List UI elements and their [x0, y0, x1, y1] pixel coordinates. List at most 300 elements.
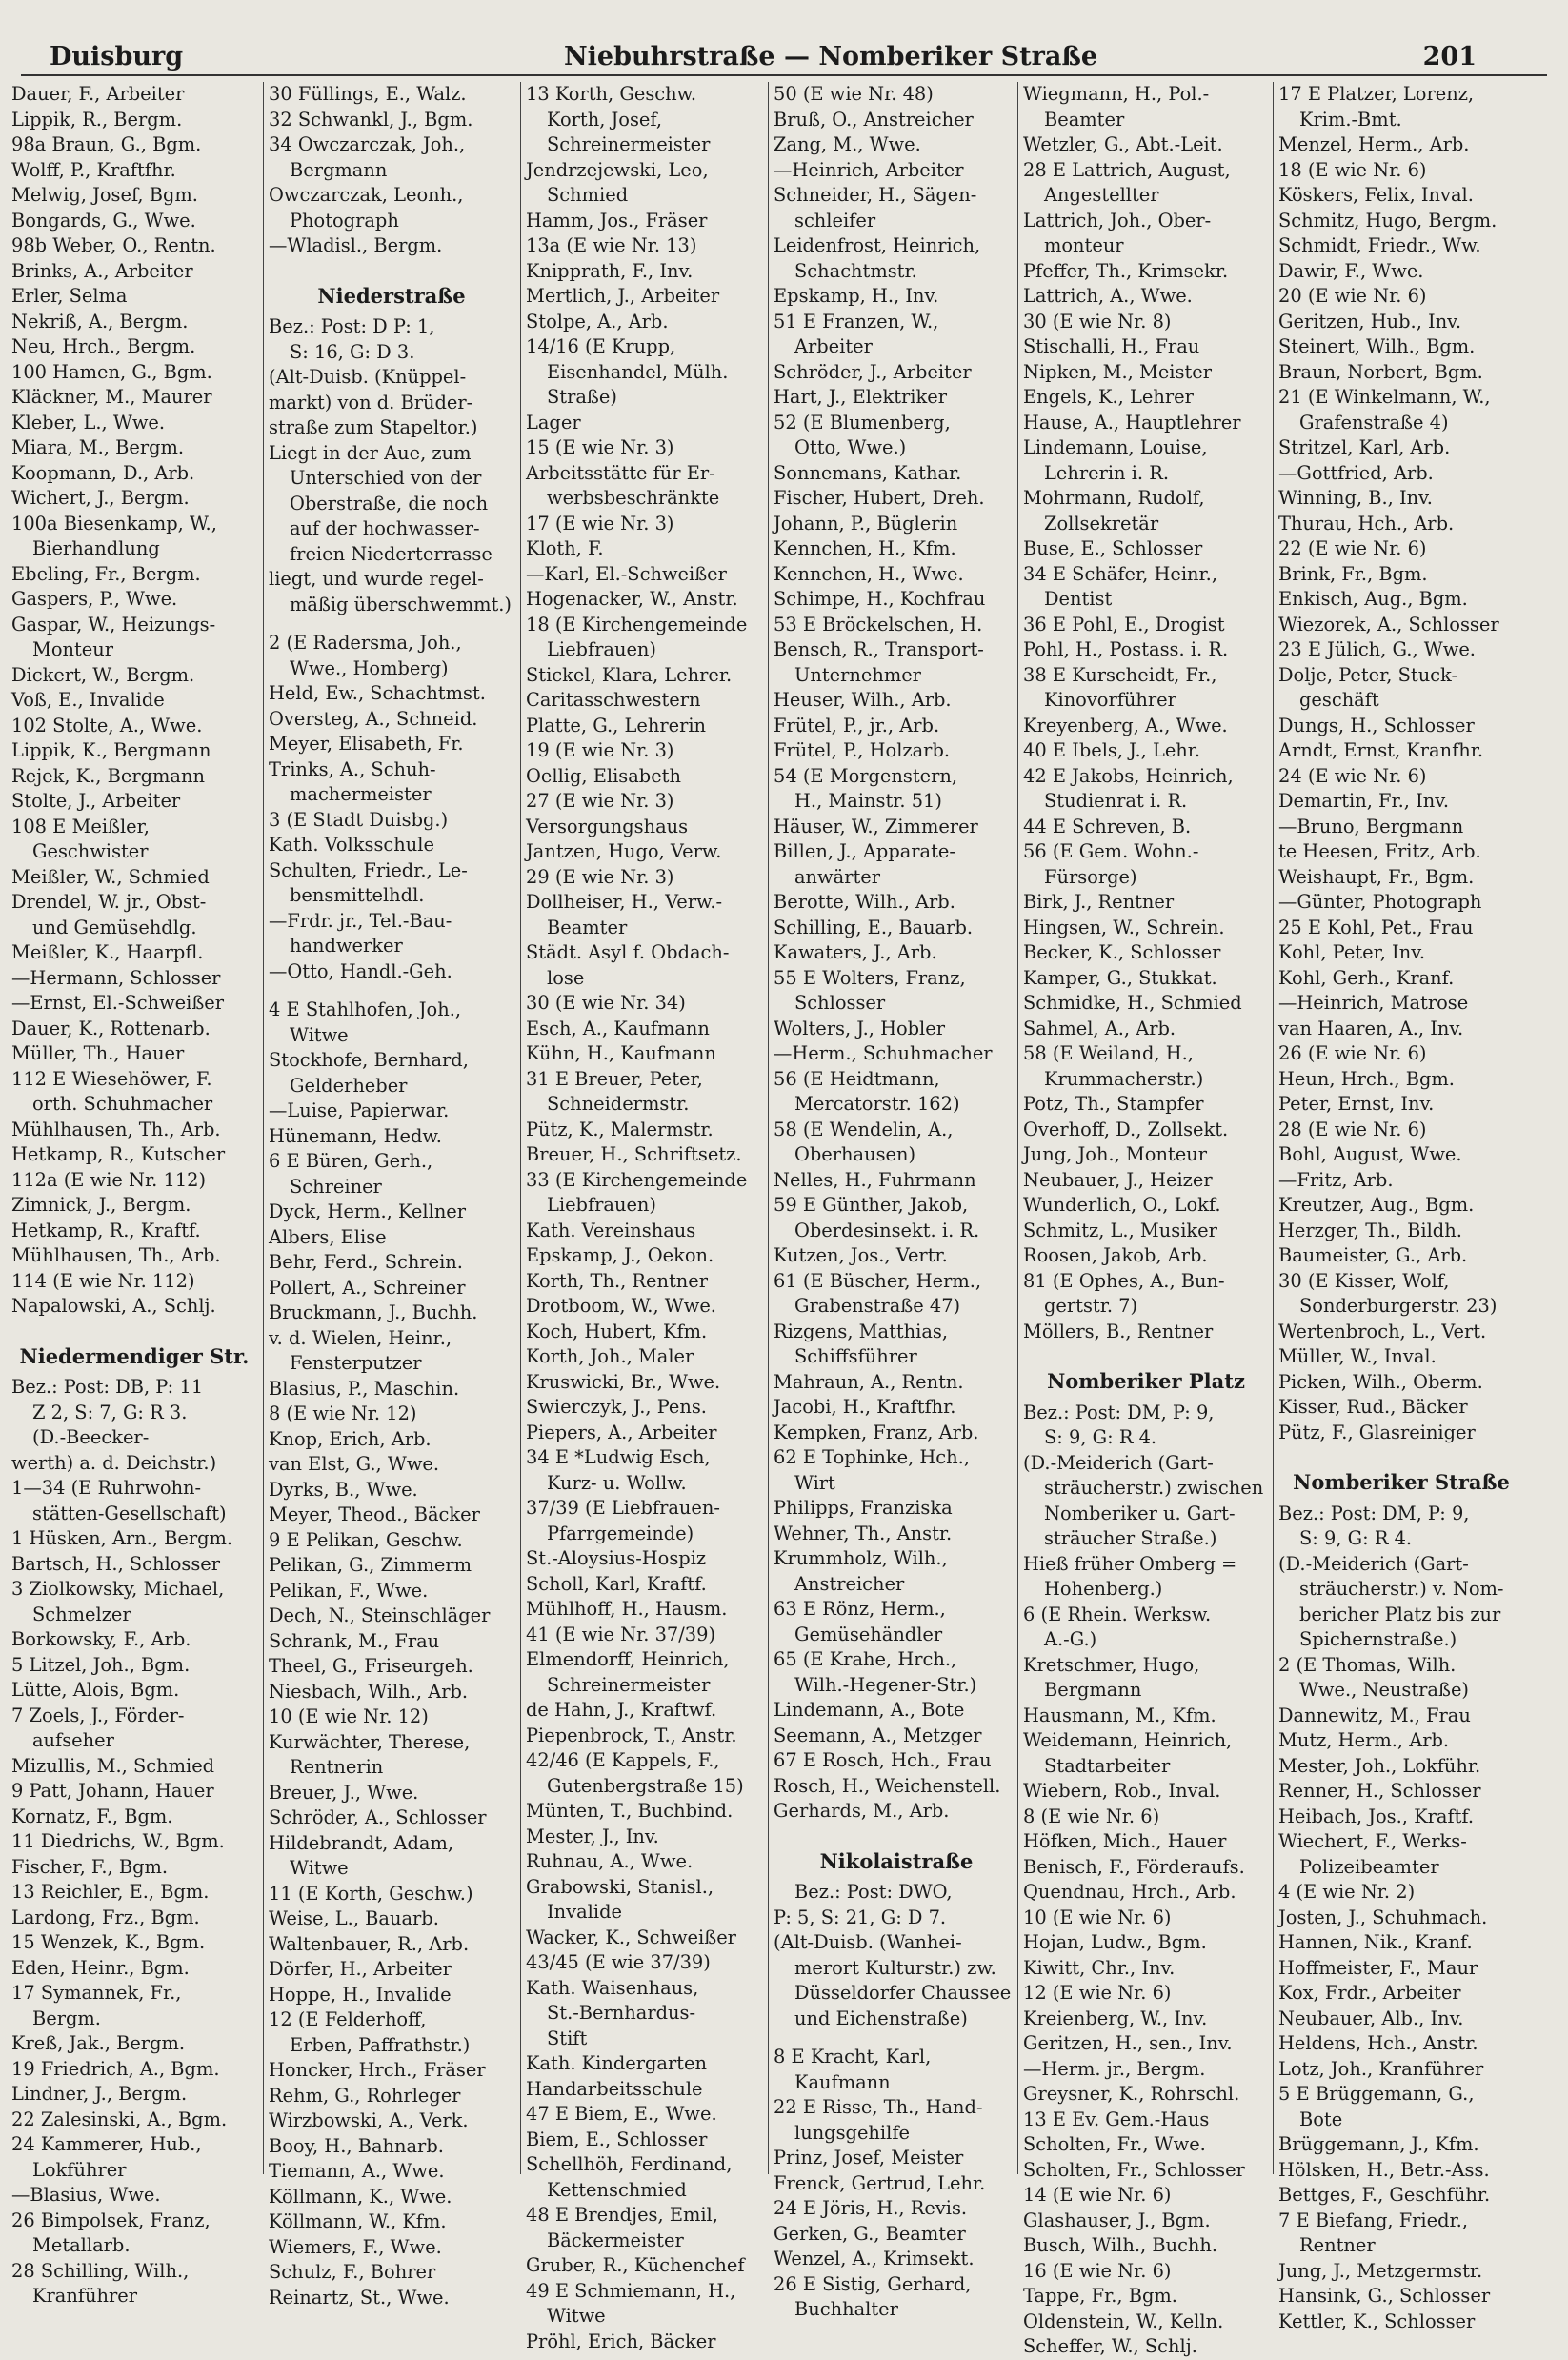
page-number: 201: [1422, 42, 1477, 71]
directory-entry: Neubauer, J., Heizer: [1023, 1168, 1213, 1191]
directory-entry: 98a Braun, G., Bgm.: [11, 133, 202, 155]
directory-entry: Schrank, M., Frau: [269, 1629, 440, 1652]
directory-entry: 9 E Pelikan, Geschw.: [269, 1528, 463, 1551]
directory-entry: —Blasius, Wwe.: [11, 2184, 161, 2206]
directory-entry: Fürsorge): [1044, 865, 1137, 888]
directory-entry: Prinz, Josef, Meister: [774, 2147, 964, 2168]
directory-entry: 5 Litzel, Joh., Bgm.: [11, 1653, 191, 1676]
directory-entry: Piepers, A., Arbeiter: [526, 1421, 717, 1443]
directory-entry: Steinert, Wilh., Bgm.: [1278, 335, 1476, 357]
directory-entry: Mohrmann, Rudolf,: [1023, 487, 1205, 509]
column-1: [11, 82, 257, 2307]
directory-entry: Z 2, S: 7, G: R 3.: [32, 1401, 188, 1423]
directory-entry: lungsgehilfe: [794, 2121, 910, 2144]
directory-entry: Wiechert, F., Werks-: [1278, 1830, 1467, 1852]
directory-entry: Pohl, H., Postass. i. R.: [1023, 638, 1229, 660]
directory-entry: Theel, G., Friseurgeh.: [269, 1655, 473, 1677]
directory-entry: Breuer, H., Schriftsetz.: [526, 1143, 742, 1165]
directory-entry: Platte, G., Lehrerin: [526, 714, 707, 736]
directory-entry: und Gemüsehdlg.: [32, 916, 197, 938]
directory-entry: Weidemann, Heinrich,: [1023, 1729, 1233, 1751]
directory-entry: Köllmann, K., Wwe.: [269, 2185, 452, 2208]
directory-entry: Münten, T., Buchbind.: [526, 1800, 734, 1822]
directory-entry: Billen, J., Apparate-: [774, 840, 955, 862]
directory-entry: Wenzel, A., Krimsekt.: [774, 2248, 975, 2269]
directory-entry: 13 Reichler, E., Bgm.: [11, 1881, 210, 1903]
directory-entry: Mutz, Herm., Arb.: [1278, 1729, 1450, 1751]
directory-entry: freien Niederterrasse: [290, 542, 493, 565]
directory-entry: Schiffsführer: [794, 1345, 917, 1367]
directory-entry: Hause, A., Hauptlehrer: [1023, 411, 1241, 434]
directory-entry: Bote: [1299, 2108, 1343, 2130]
directory-entry: Kohl, Peter, Inv.: [1278, 941, 1426, 963]
directory-entry: (Alt-Duisb. (Knüppel-: [269, 366, 467, 388]
directory-entry: Kawaters, J., Arb.: [774, 941, 937, 963]
directory-entry: Hieß früher Omberg =: [1023, 1552, 1237, 1575]
spacer: [1023, 1344, 1269, 1358]
directory-entry: 8 (E wie Nr. 6): [1023, 1805, 1160, 1827]
directory-entry: Mühlhausen, Th., Arb.: [11, 1118, 221, 1140]
directory-entry: Scholten, Fr., Schlosser: [1023, 2158, 1245, 2181]
directory-entry: Mertlich, J., Arbeiter: [526, 285, 720, 307]
directory-entry: Baumeister, G., Arb.: [1278, 1244, 1468, 1266]
directory-entry: sträucherstr.) zwischen: [1044, 1477, 1264, 1499]
directory-entry: Metallarb.: [32, 2234, 131, 2256]
directory-entry: Häuser, W., Zimmerer: [774, 815, 978, 837]
directory-entry: Schellhöh, Ferdinand,: [526, 2153, 733, 2175]
directory-entry: Hoppe, H., Invalide: [269, 1983, 452, 2006]
directory-entry: Wiebern, Rob., Inval.: [1023, 1780, 1221, 1802]
directory-entry: Hohenberg.): [1044, 1578, 1163, 1600]
directory-entry: Fischer, Hubert, Dreh.: [774, 487, 985, 509]
directory-entry: geschäft: [1299, 689, 1379, 711]
directory-entry: te Heesen, Fritz, Arb.: [1278, 840, 1481, 862]
directory-entry: markt) von d. Brüder-: [269, 391, 473, 414]
directory-entry: Bez.: Post: DM, P: 9,: [1278, 1502, 1470, 1524]
directory-entry: Menzel, Herm., Arb.: [1278, 133, 1470, 155]
directory-entry: 42/46 (E Kappels, F.,: [526, 1749, 720, 1771]
directory-entry: Knipprath, F., Inv.: [526, 259, 694, 282]
directory-entry: Tiemann, A., Wwe.: [269, 2160, 445, 2182]
directory-entry: Oberstraße, die noch: [290, 492, 489, 514]
column-5: [1023, 82, 1269, 2357]
directory-entry: Jung, Joh., Monteur: [1023, 1143, 1207, 1165]
street-heading: Nomberiker Platz: [1047, 1369, 1245, 1393]
directory-entry: Voß, E., Invalide: [11, 689, 165, 711]
directory-entry: Philipps, Franziska: [774, 1497, 953, 1519]
directory-entry: Lotz, Joh., Kranführer: [1278, 2057, 1484, 2080]
directory-entry: Lindemann, A., Bote: [774, 1699, 965, 1721]
directory-entry: Mahraun, A., Rentn.: [774, 1370, 964, 1393]
street-heading: Nikolaistraße: [819, 1848, 974, 1873]
directory-entry: Bez.: Post: DM, P: 9,: [1023, 1401, 1215, 1423]
directory-entry: anwärter: [794, 865, 881, 888]
directory-entry: Kath. Kindergarten: [526, 2052, 707, 2074]
directory-entry: Heun, Hrch., Bgm.: [1278, 1067, 1455, 1090]
directory-entry: Seemann, A., Metzger: [774, 1724, 982, 1746]
directory-entry: 22 E Risse, Th., Hand-: [774, 2096, 983, 2118]
directory-entry: Kempken, Franz, Arb.: [774, 1421, 979, 1443]
directory-entry: Wirzbowski, A., Verk.: [269, 2109, 469, 2131]
directory-entry: 5 E Brüggemann, G.,: [1278, 2083, 1475, 2105]
directory-entry: 112a (E wie Nr. 112): [11, 1168, 207, 1191]
directory-entry: Jendrzejewski, Leo,: [526, 158, 709, 181]
directory-entry: Jantzen, Hugo, Verw.: [526, 840, 722, 862]
directory-entry: Witwe: [290, 1857, 349, 1879]
directory-entry: Kath. Vereinshaus: [526, 1219, 696, 1241]
directory-entry: Birk, J., Rentner: [1023, 891, 1175, 913]
spacer: [11, 1320, 257, 1333]
directory-entry: Erben, Paffrathstr.): [290, 2033, 471, 2056]
directory-entry: Tappe, Fr., Bgm.: [1023, 2285, 1177, 2307]
directory-entry: Owczarczak, Leonh.,: [269, 184, 464, 206]
directory-entry: Schulz, F., Bohrer: [269, 2261, 436, 2283]
directory-entry: Wiegmann, H., Pol.-: [1023, 83, 1210, 105]
directory-entry: Bruß, O., Anstreicher: [774, 108, 974, 131]
directory-entry: Dauer, F., Arbeiter: [11, 83, 185, 105]
directory-entry: Gaspar, W., Heizungs-: [11, 613, 216, 635]
directory-entry: Neubauer, Alb., Inv.: [1278, 2007, 1464, 2029]
directory-entry: Glashauser, J., Bgm.: [1023, 2209, 1211, 2231]
directory-entry: Brinks, A., Arbeiter: [11, 259, 193, 282]
directory-entry: 56 (E Gem. Wohn.-: [1023, 840, 1199, 862]
directory-entry: St.-Bernhardus-: [547, 2002, 695, 2024]
directory-entry: Hünemann, Hedw.: [269, 1124, 442, 1147]
directory-entry: Hannen, Nik., Kranf.: [1278, 1931, 1473, 1953]
directory-entry: lose: [547, 966, 585, 989]
directory-entry: Arbeiter: [794, 335, 873, 357]
directory-entry: Eden, Heinr., Bgm.: [11, 1956, 190, 1979]
directory-entry: Biem, E., Schlosser: [526, 2128, 708, 2150]
directory-entry: Herzger, Th., Bildh.: [1278, 1219, 1462, 1241]
directory-entry: Dyck, Herm., Kellner: [269, 1200, 467, 1222]
directory-entry: 114 (E wie Nr. 112): [11, 1269, 195, 1292]
directory-entry: Kinovorführer: [1044, 689, 1176, 711]
directory-entry: Weise, L., Bauarb.: [269, 1907, 439, 1929]
directory-entry: Roosen, Jakob, Arb.: [1023, 1244, 1208, 1266]
directory-entry: Busch, Wilh., Buchh.: [1023, 2234, 1218, 2256]
directory-entry: 4 (E wie Nr. 2): [1278, 1881, 1416, 1903]
directory-entry: Korth, Th., Rentner: [526, 1269, 709, 1292]
directory-entry: 11 (E Korth, Geschw.): [269, 1882, 473, 1905]
directory-entry: Kettenschmied: [547, 2178, 687, 2201]
directory-entry: Krim.-Bmt.: [1299, 108, 1402, 131]
directory-entry: Schröder, A., Schlosser: [269, 1806, 487, 1828]
directory-entry: 12 (E wie Nr. 6): [1023, 1982, 1172, 2004]
directory-entry: Kennchen, H., Kfm.: [774, 537, 956, 559]
directory-entry: Bettges, F., Geschführ.: [1278, 2184, 1491, 2206]
directory-entry: Rentner: [1299, 2234, 1376, 2256]
directory-entry: 58 (E Weiland, H.,: [1023, 1042, 1194, 1064]
directory-entry: 47 E Biem, E., Wwe.: [526, 2103, 717, 2125]
directory-entry: 55 E Wolters, Franz,: [774, 966, 966, 989]
directory-entry: Schmitz, Hugo, Bergm.: [1278, 209, 1498, 232]
header-city: Duisburg: [50, 42, 184, 71]
directory-entry: Schachtmstr.: [794, 259, 917, 282]
directory-entry: Breuer, J., Wwe.: [269, 1781, 419, 1804]
directory-entry: 61 (E Büscher, Herm.,: [774, 1269, 982, 1292]
directory-entry: Mester, Joh., Lokführ.: [1278, 1754, 1481, 1777]
directory-entry: Frütel, P., jr., Arb.: [774, 714, 940, 736]
directory-entry: Bez.: Post: D P: 1,: [269, 315, 435, 337]
directory-entry: St.-Aloysius-Hospiz: [526, 1547, 707, 1569]
directory-entry: Brüggemann, J., Kfm.: [1278, 2133, 1479, 2155]
directory-entry: Ebeling, Fr., Bergm.: [11, 562, 201, 585]
directory-entry: 12 (E Felderhoff,: [269, 2008, 427, 2030]
directory-entry: Honcker, Hrch., Fräser: [269, 2059, 486, 2081]
directory-entry: 67 E Rosch, Hch., Frau: [774, 1749, 992, 1771]
directory-entry: Nomberiker u. Gart-: [1044, 1502, 1236, 1524]
directory-entry: Wilh.-Hegener-Str.): [794, 1673, 977, 1696]
directory-entry: —Herm. jr., Bergm.: [1023, 2057, 1206, 2080]
directory-entry: Heldens, Hch., Anstr.: [1278, 2032, 1478, 2054]
directory-entry: Blasius, P., Maschin.: [269, 1377, 460, 1400]
directory-entry: Mercatorstr. 162): [794, 1093, 960, 1115]
directory-entry: 56 (E Heidtmann,: [774, 1067, 940, 1090]
directory-entry: —Gottfried, Arb.: [1278, 461, 1434, 484]
directory-entry: Oellig, Elisabeth: [526, 764, 681, 787]
directory-entry: Dyrks, B., Wwe.: [269, 1478, 418, 1501]
directory-entry: Schmidke, H., Schmied: [1023, 992, 1242, 1014]
directory-entry: Kreyenberg, A., Wwe.: [1023, 714, 1228, 736]
directory-entry: Lattrich, A., Wwe.: [1023, 285, 1193, 307]
spacer: [269, 259, 514, 272]
directory-entry: Rejek, K., Bergmann: [11, 764, 205, 787]
directory-entry: Kox, Frdr., Arbeiter: [1278, 1982, 1461, 2004]
directory-entry: Kornatz, F., Bgm.: [11, 1805, 173, 1827]
directory-entry: Hogenacker, W., Anstr.: [526, 588, 738, 610]
directory-entry: (Alt-Duisb. (Wanhei-: [774, 1931, 962, 1953]
directory-entry: 30 (E Kisser, Wolf,: [1278, 1269, 1450, 1292]
directory-entry: 28 (E wie Nr. 6): [1278, 1118, 1427, 1140]
directory-entry: Kloth, F.: [526, 537, 604, 559]
directory-entry: Hart, J., Elektriker: [774, 386, 947, 408]
directory-entry: Mühlhausen, Th., Arb.: [11, 1244, 221, 1266]
directory-entry: Nipken, M., Meister: [1023, 360, 1212, 383]
directory-entry: 17 E Platzer, Lorenz,: [1278, 83, 1475, 105]
spacer: [774, 1825, 1019, 1838]
directory-entry: Drendel, W. jr., Obst-: [11, 891, 207, 913]
directory-entry: de Hahn, J., Kraftwf.: [526, 1699, 717, 1721]
directory-entry: —Herm., Schuhmacher: [774, 1042, 993, 1064]
directory-entry: Schmitz, L., Musiker: [1023, 1219, 1217, 1241]
directory-entry: sträucherstr.) v. Nom-: [1299, 1578, 1504, 1600]
directory-entry: 27 (E wie Nr. 3): [526, 790, 674, 812]
directory-entry: straße zum Stapeltor.): [269, 416, 478, 438]
directory-entry: Koopmann, D., Arb.: [11, 461, 195, 484]
directory-entry: 38 E Kurscheidt, Fr.,: [1023, 663, 1217, 686]
directory-entry: 17 Symannek, Fr.,: [11, 1982, 182, 2004]
directory-entry: Stickel, Klara, Lehrer.: [526, 663, 733, 686]
directory-entry: Bäckermeister: [547, 2229, 684, 2251]
street-heading: Nomberiker Straße: [1293, 1470, 1510, 1494]
directory-entry: Josten, J., Schuhmach.: [1278, 1906, 1488, 1928]
directory-entry: Pelikan, G., Zimmerm: [269, 1554, 472, 1576]
directory-entry: Meißler, K., Haarpfl.: [11, 941, 204, 963]
directory-entry: (D.-Meiderich (Gart-: [1278, 1552, 1469, 1575]
directory-entry: 11 Diedrichs, W., Bgm.: [11, 1830, 225, 1852]
directory-entry: 34 Owczarczak, Joh.,: [269, 133, 466, 155]
directory-entry: Kläckner, M., Maurer: [11, 386, 212, 408]
directory-entry: Mizullis, M., Schmied: [11, 1754, 215, 1777]
directory-entry: 51 E Franzen, W.,: [774, 310, 939, 333]
directory-entry: —Karl, El.-Schweißer: [526, 562, 727, 585]
directory-entry: Anstreicher: [794, 1572, 905, 1595]
directory-entry: Wertenbroch, L., Vert.: [1278, 1320, 1487, 1342]
directory-entry: Kruswicki, Br., Wwe.: [526, 1370, 721, 1393]
directory-entry: Spichernstraße.): [1299, 1628, 1457, 1650]
directory-entry: 42 E Jakobs, Heinrich,: [1023, 764, 1234, 787]
directory-entry: van Haaren, A., Inv.: [1278, 1017, 1464, 1039]
directory-entry: merort Kulturstr.) zw.: [794, 1956, 996, 1979]
directory-entry: —Fritz, Arb.: [1278, 1168, 1394, 1191]
directory-entry: Schreinermeister: [547, 1673, 711, 1696]
directory-entry: Stockhofe, Bernhard,: [269, 1049, 469, 1071]
directory-entry: 63 E Rönz, Herm.,: [774, 1598, 946, 1620]
directory-entry: 8 E Kracht, Karl,: [774, 2046, 932, 2068]
directory-entry: Bensch, R., Transport-: [774, 638, 984, 660]
directory-entry: Bergmann: [1044, 1679, 1142, 1701]
directory-entry: Sonnemans, Kathar.: [774, 461, 962, 484]
directory-entry: Berotte, Wilh., Arb.: [774, 891, 955, 913]
directory-entry: Meißler, W., Schmied: [11, 865, 210, 888]
directory-entry: S: 16, G: D 3.: [290, 340, 415, 363]
directory-entry: Dannewitz, M., Frau: [1278, 1704, 1471, 1726]
column-divider: [1017, 82, 1018, 2174]
directory-entry: Rehm, G., Rohrleger: [269, 2084, 461, 2107]
directory-entry: 16 (E wie Nr. 6): [1023, 2259, 1172, 2282]
directory-entry: 44 E Schreven, B.: [1023, 815, 1192, 837]
directory-entry: Frenck, Gertrud, Lehr.: [774, 2171, 986, 2194]
directory-entry: Wolff, P., Kraftfhr.: [11, 158, 176, 181]
directory-entry: 18 (E wie Nr. 6): [1278, 158, 1427, 181]
directory-entry: sträucher Straße.): [1044, 1527, 1217, 1549]
directory-entry: 32 Schwankl, J., Bgm.: [269, 108, 473, 131]
directory-entry: Becker, K., Schlosser: [1023, 941, 1221, 963]
directory-entry: 100 Hamen, G., Bgm.: [11, 360, 212, 383]
directory-entry: 3 (E Stadt Duisbg.): [269, 808, 449, 831]
directory-entry: Pfarrgemeinde): [547, 1522, 694, 1544]
directory-entry: Hoffmeister, F., Maur: [1278, 1956, 1478, 1979]
directory-entry: liegt, und wurde regel-: [269, 568, 484, 590]
directory-entry: —Heinrich, Arbeiter: [774, 158, 964, 181]
directory-entry: Kurz- u. Wollw.: [547, 1471, 687, 1494]
directory-entry: 62 E Tophinke, Hch.,: [774, 1446, 970, 1468]
spacer: [774, 2031, 1019, 2045]
directory-entry: Kreienberg, W., Inv.: [1023, 2007, 1208, 2029]
directory-entry: Unterschied von der: [290, 467, 482, 489]
directory-entry: Borkowsky, F., Arb.: [11, 1628, 191, 1650]
directory-entry: Höfken, Mich., Hauer: [1023, 1830, 1227, 1852]
directory-entry: Dolje, Peter, Stuck-: [1278, 663, 1458, 686]
directory-entry: Zollsekretär: [1044, 512, 1159, 535]
directory-entry: Behr, Ferd., Schrein.: [269, 1251, 463, 1273]
directory-entry: 15 (E wie Nr. 3): [526, 436, 674, 458]
directory-entry: 1 Hüsken, Arn., Bergm.: [11, 1527, 233, 1549]
directory-entry: Beamter: [547, 916, 628, 938]
directory-entry: und Eichenstraße): [794, 2007, 968, 2029]
directory-entry: Mester, J., Inv.: [526, 1825, 659, 1847]
directory-entry: 13 Korth, Geschw.: [526, 83, 697, 105]
directory-entry: Frütel, P., Holzarb.: [774, 739, 951, 761]
directory-entry: handwerker: [290, 935, 403, 957]
directory-entry: Krummacherstr.): [1044, 1067, 1204, 1090]
directory-entry: orth. Schuhmacher: [32, 1093, 213, 1115]
directory-entry: Bruckmann, J., Buchh.: [269, 1301, 478, 1323]
directory-entry: Polizeibeamter: [1299, 1855, 1439, 1878]
directory-entry: Dörfer, H., Arbeiter: [269, 1958, 452, 1980]
directory-entry: Hölsken, H., Betr.-Ass.: [1278, 2158, 1490, 2181]
directory-entry: 26 E Sistig, Gerhard,: [774, 2272, 972, 2295]
directory-entry: Kretschmer, Hugo,: [1023, 1653, 1200, 1676]
directory-entry: aufseher: [32, 1729, 114, 1751]
directory-entry: 40 E Ibels, J., Lehr.: [1023, 739, 1201, 761]
directory-entry: Monteur: [32, 638, 114, 660]
directory-entry: Demartin, Fr., Inv.: [1278, 790, 1450, 812]
directory-entry: Müller, Th., Hauer: [11, 1042, 185, 1064]
directory-entry: Wirt: [794, 1471, 835, 1494]
column-6: [1278, 82, 1524, 2332]
directory-entry: 6 E Büren, Gerh.,: [269, 1150, 433, 1172]
directory-entry: Kath. Waisenhaus,: [526, 1976, 699, 1999]
directory-entry: —Heinrich, Matrose: [1278, 992, 1469, 1014]
directory-entry: Invalide: [547, 1901, 622, 1923]
directory-entry: 4 E Stahlhofen, Joh.,: [269, 998, 462, 1020]
directory-entry: Scheffer, W., Schlj.: [1023, 2335, 1197, 2357]
directory-entry: Müller, W., Inval.: [1278, 1345, 1437, 1367]
column-divider: [263, 82, 264, 2174]
directory-entry: Arndt, Ernst, Kranfhr.: [1278, 739, 1484, 761]
directory-entry: Stritzel, Karl, Arb.: [1278, 436, 1451, 458]
directory-entry: Beamter: [1044, 108, 1125, 131]
directory-entry: Kranführer: [32, 2285, 137, 2307]
directory-entry: Krummholz, Wilh.,: [774, 1547, 948, 1569]
spacer: [269, 617, 514, 631]
directory-entry: Quendnau, Hrch., Arb.: [1023, 1881, 1236, 1903]
directory-entry: Enkisch, Aug., Bgm.: [1278, 588, 1468, 610]
directory-entry: Rizgens, Matthias,: [774, 1320, 949, 1342]
directory-entry: Dungs, H., Schlosser: [1278, 714, 1475, 736]
directory-entry: 15 Wenzek, K., Bgm.: [11, 1931, 206, 1953]
directory-entry: Bez.: Post: DB, P: 11: [11, 1376, 204, 1398]
directory-entry: 22 Zalesinski, A., Bgm.: [11, 2108, 228, 2130]
directory-entry: stätten-Gesellschaft): [32, 1502, 227, 1524]
directory-entry: Köskers, Felix, Inval.: [1278, 184, 1474, 206]
directory-entry: Lehrerin i. R.: [1044, 461, 1170, 484]
directory-entry: Schreiner: [290, 1175, 382, 1198]
directory-entry: Kurwächter, Therese,: [269, 1730, 471, 1753]
directory-entry: Grafenstraße 4): [1299, 411, 1449, 434]
directory-entry: Pollert, A., Schreiner: [269, 1276, 466, 1299]
directory-entry: Oberhausen): [794, 1143, 916, 1165]
directory-entry: Esch, A., Kaufmann: [526, 1017, 710, 1039]
directory-entry: bericher Platz bis zur: [1299, 1603, 1501, 1625]
directory-entry: Schröder, J., Arbeiter: [774, 360, 972, 383]
spacer: [1278, 1445, 1524, 1459]
header-rule: [21, 74, 1547, 76]
directory-entry: Schmelzer: [32, 1603, 131, 1625]
directory-entry: gertstr. 7): [1044, 1295, 1138, 1317]
directory-entry: S: 9, G: R 4.: [1044, 1426, 1157, 1448]
column-2: [269, 82, 514, 2309]
directory-entry: Bartsch, H., Schlosser: [11, 1552, 221, 1575]
directory-entry: Arbeitsstätte für Er-: [526, 461, 715, 484]
directory-entry: Oversteg, A., Schneid.: [269, 707, 478, 730]
directory-entry: Koch, Hubert, Kfm.: [526, 1320, 708, 1342]
directory-entry: Albers, Elise: [269, 1225, 387, 1248]
directory-entry: Witwe: [290, 1023, 349, 1046]
directory-entry: 23 E Jülich, G., Wwe.: [1278, 638, 1476, 660]
